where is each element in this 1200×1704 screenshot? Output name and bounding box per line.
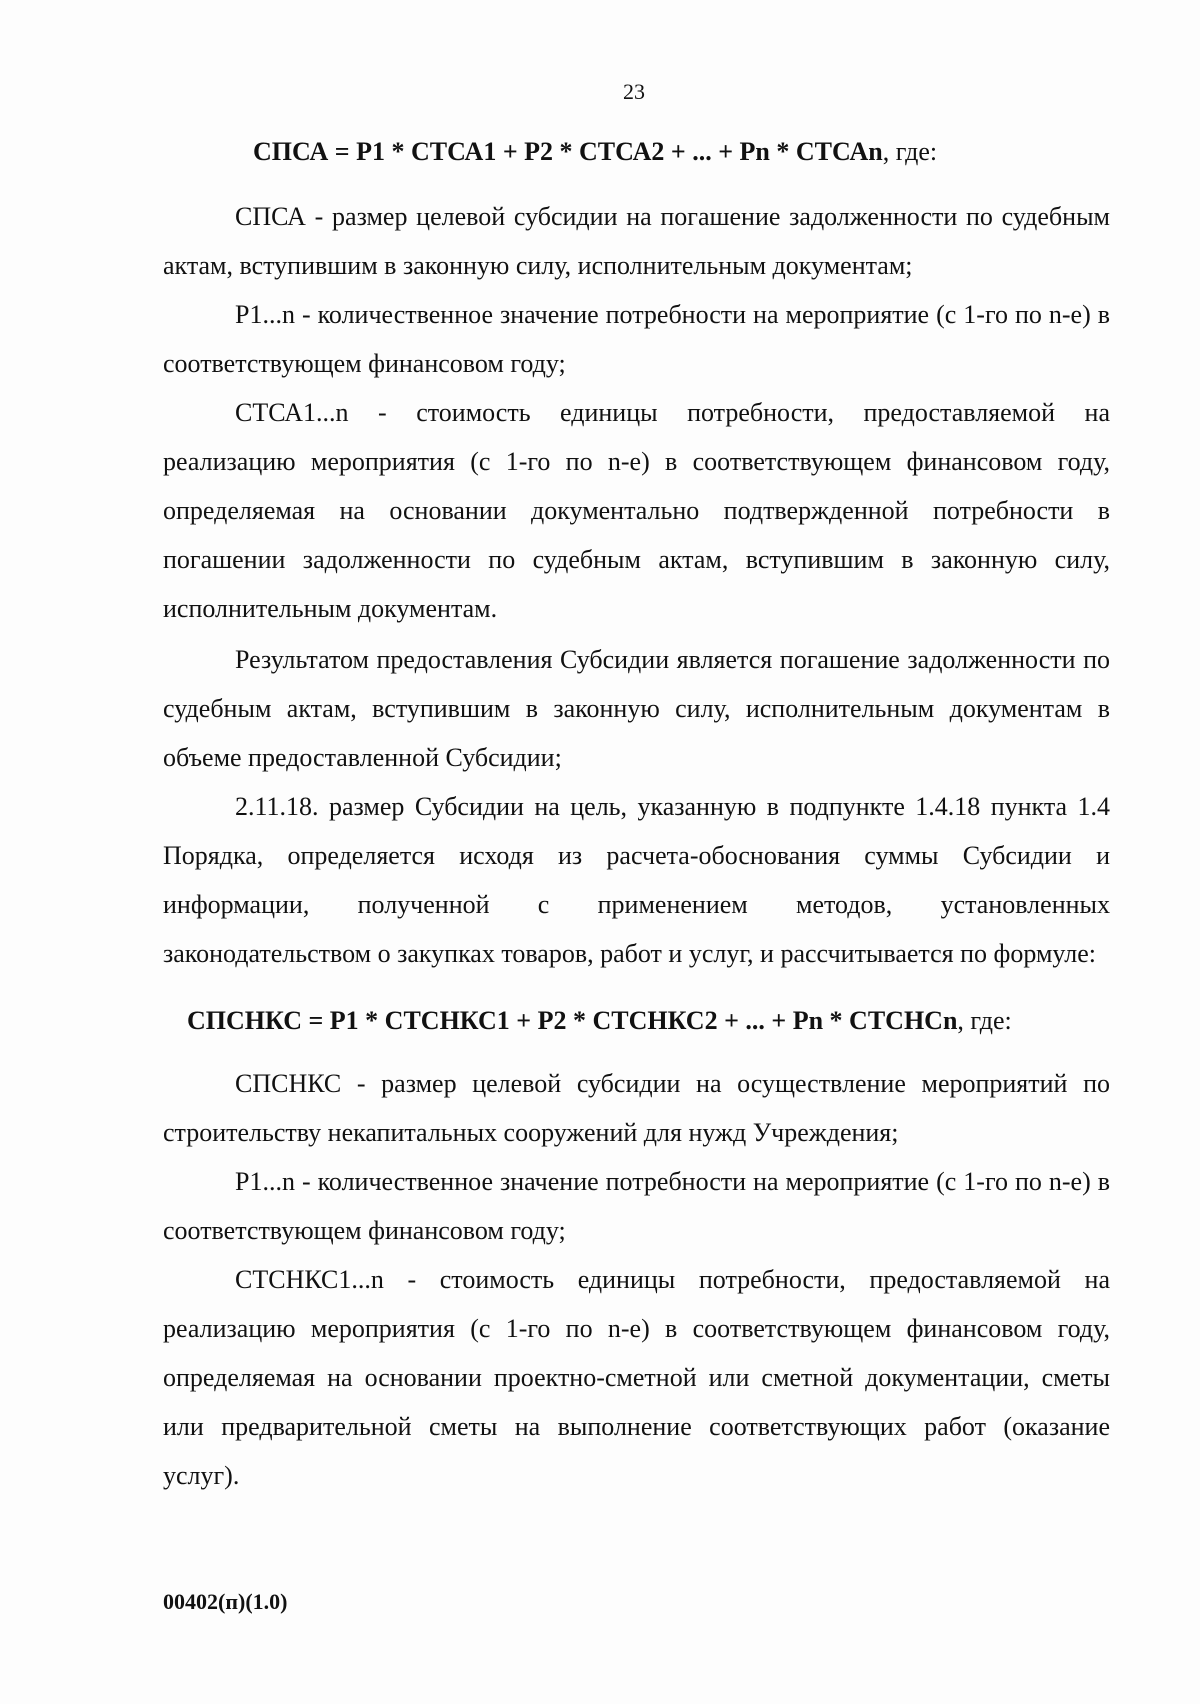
clause-2-11-18: 2.11.18. размер Субсидии на цель, указанную в подпункте 1.4.18 пункта 1.4 Порядка, определяется исходя из расчета-обоснования суммы Субсидии и информации, полученной с применением методов, установленных законодательством о закупках товаров, работ и услуг, и рассчитывается по формуле: <box>163 792 1110 968</box>
definition-stsnks1n: СТСНКС1...n - стоимость единицы потребности, предоставляемой на реализацию мероприятия (с 1-го по n-е) в соответствующем финансовом году, определяемая на основании проектно-сметной или сметной документации, сметы или предварительной сметы на выполнение соответствующих работ (оказание услуг). <box>163 1265 1110 1490</box>
definition-spsnks: СПСНКС - размер целевой субсидии на осуществление мероприятий по строительству некапитальных сооружений для нужд Учреждения; <box>163 1069 1110 1147</box>
document-code: 00402(п)(1.0) <box>163 1589 288 1614</box>
formula-spsa-expression: СПСА = Р1 * СТСА1 + Р2 * СТСА2 + ... + Рn * СТСАn <box>253 137 883 166</box>
definition-stsa1n: СТСА1...n - стоимость единицы потребности, предоставляемой на реализацию мероприятия (с 1-го по n-е) в соответствующем финансовом году, определяемая на основании документально подтвержденной потребности в погашении задолженности по судебным актам, вступившим в законную силу, исполнительным документам. <box>163 398 1110 623</box>
formula-spsnks <box>163 996 1110 1045</box>
formula-spsa-tail: , где: <box>882 137 938 166</box>
definition-p1n: Р1...n - количественное значение потребности на мероприятие (с 1-го по n-е) в соответствующем финансовом году; <box>163 300 1110 378</box>
definition-spsa: СПСА - размер целевой субсидии на погашение задолженности по судебным актам, вступившим в законную силу, исполнительным документам; <box>163 202 1110 280</box>
result-paragraph: Результатом предоставления Субсидии является погашение задолженности по судебным актам, вступившим в законную силу, исполнительным документам в объеме предоставленной Субсидии; <box>163 645 1110 772</box>
formula-spsnks-expression: СПСНКС = Р1 * СТСНКС1 + Р2 * СТСНКС2 + ... + Рn * СТСНСn <box>187 1006 958 1035</box>
document-body <box>163 127 1110 1500</box>
formula-spsa <box>163 127 1110 176</box>
page-number: 23 <box>623 79 645 104</box>
formula-spsnks-tail: , где: <box>957 1006 1012 1035</box>
definition-p1n-2: Р1...n - количественное значение потребности на мероприятие (с 1-го по n-е) в соответствующем финансовом году; <box>163 1167 1110 1245</box>
